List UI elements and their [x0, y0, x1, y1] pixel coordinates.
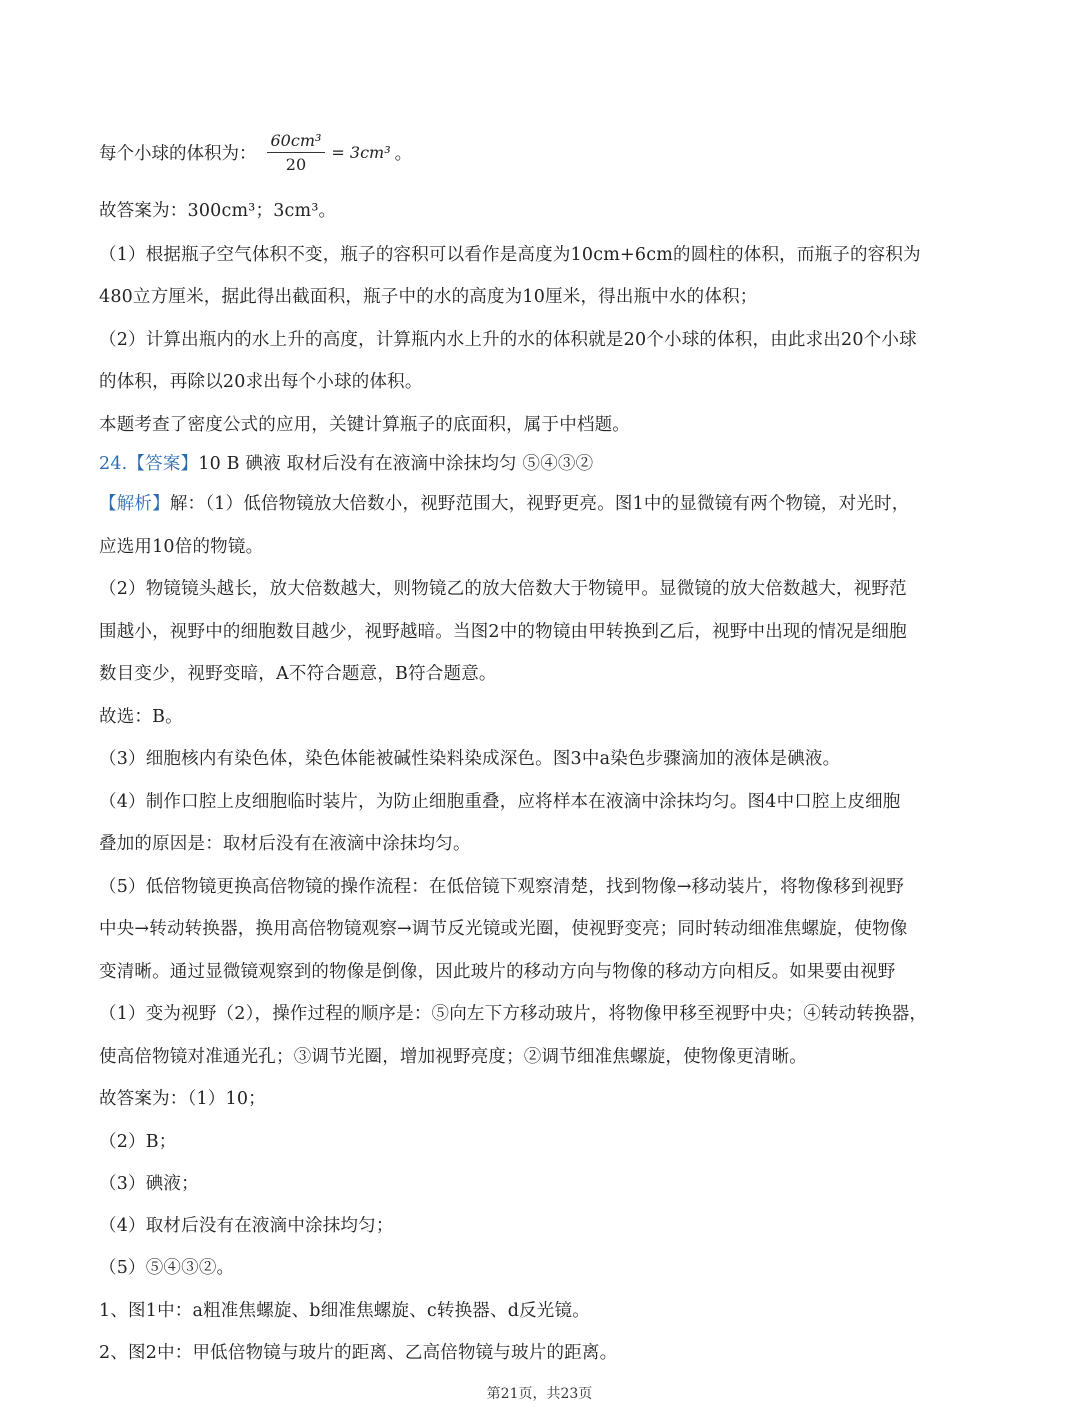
text-line: （2）B； [99, 1132, 177, 1152]
text-line: 叠加的原因是：取材后没有在液滴中涂抹均匀。 [99, 834, 471, 854]
formula-label: 每个小球的体积为： [99, 143, 257, 164]
text-line: （4）取材后没有在液滴中涂抹均匀； [99, 1216, 394, 1236]
text-line: 变清晰。通过显微镜观察到的物像是倒像，因此玻片的移动方向与物像的移动方向相反。如果要由视野 [99, 962, 896, 982]
text-line: 1、图1中：a粗准焦螺旋、b细准焦螺旋、c转换器、d反光镜。 [99, 1301, 590, 1321]
text-line: （4）制作口腔上皮细胞临时装片，为防止细胞重叠，应将样本在液滴中涂抹均匀。图4中口腔上皮细胞 [99, 792, 901, 812]
text-line: 故答案为：300cm³；3cm³。 [99, 201, 337, 221]
text-line: 480立方厘米，据此得出截面积，瓶子中的水的高度为10厘米，得出瓶中水的体积； [99, 287, 758, 307]
text-line: 的体积，再除以20求出每个小球的体积。 [99, 372, 423, 392]
fraction [267, 131, 326, 174]
text-line: 故答案为：（1）10； [99, 1089, 266, 1109]
text-line: 中央→转动转换器，换用高倍物镜观察→调节反光镜或光圈，使视野变亮；同时转动细准焦螺旋，使物像 [99, 919, 908, 939]
text-line: （1）变为视野（2），操作过程的顺序是：⑤向左下方移动玻片，将物像甲移至视野中央；④转动转换器， [99, 1004, 928, 1024]
fraction-denominator: 20 [285, 154, 307, 174]
text-line: （1）根据瓶子空气体积不变，瓶子的容积可以看作是高度为10cm+6cm的圆柱的体积，而瓶子的容积为 [99, 245, 921, 265]
analysis-first-line [99, 492, 909, 516]
page-footer: 第21页，共23页 [486, 1386, 593, 1402]
text-line: （5）低倍物镜更换高倍物镜的操作流程：在低倍镜下观察清楚，找到物像→移动装片，将物像移到视野 [99, 877, 904, 897]
text-line: 应选用10倍的物镜。 [99, 537, 264, 557]
text-line: （2）计算出瓶内的水上升的高度，计算瓶内水上升的水的体积就是20个小球的体积，由此求出20个小球 [99, 330, 917, 350]
text-line: 围越小，视野中的细胞数目越少，视野越暗。当图2中的物镜由甲转换到乙后，视野中出现的情况是细胞 [99, 622, 907, 642]
text-line: 使高倍物镜对准通光孔；③调节光圈，增加视野亮度；②调节细准焦螺旋，使物像更清晰。 [99, 1047, 807, 1067]
text-line: 2、图2中：甲低倍物镜与玻片的距离、乙高倍物镜与玻片的距离。 [99, 1343, 618, 1363]
text-line: 本题考查了密度公式的应用，关键计算瓶子的底面积，属于中档题。 [99, 415, 630, 435]
text-line: 数目变少，视野变暗，A不符合题意，B符合题意。 [99, 664, 497, 684]
text-line: （5）⑤④③②。 [99, 1258, 235, 1278]
fraction-numerator: 60cm³ [267, 131, 326, 153]
text-line: （3）细胞核内有染色体，染色体能被碱性染料染成深色。图3中a染色步骤滴加的液体是碘液。 [99, 749, 841, 769]
text-line: （2）物镜镜头越长，放大倍数越大，则物镜乙的放大倍数大于物镜甲。显微镜的放大倍数越大，视野范 [99, 579, 907, 599]
analysis-text: 解：（1）低倍物镜放大倍数小，视野范围大，视野更亮。图1中的显微镜有两个物镜，对光时， [169, 494, 910, 514]
formula-line [99, 130, 412, 174]
answer-text: 10 B 碘液 取材后没有在液滴中涂抹均匀 ⑤④③② [198, 454, 594, 474]
analysis-tag: 【解析】 [99, 494, 170, 514]
answer-tag: 24.【答案】 [99, 454, 199, 474]
text-line: 故选：B。 [99, 707, 183, 727]
formula-result: = 3cm³ [331, 142, 391, 162]
formula-end: 。 [394, 143, 413, 164]
text-line: （3）碘液； [99, 1174, 199, 1194]
question-24-answer [99, 452, 593, 476]
